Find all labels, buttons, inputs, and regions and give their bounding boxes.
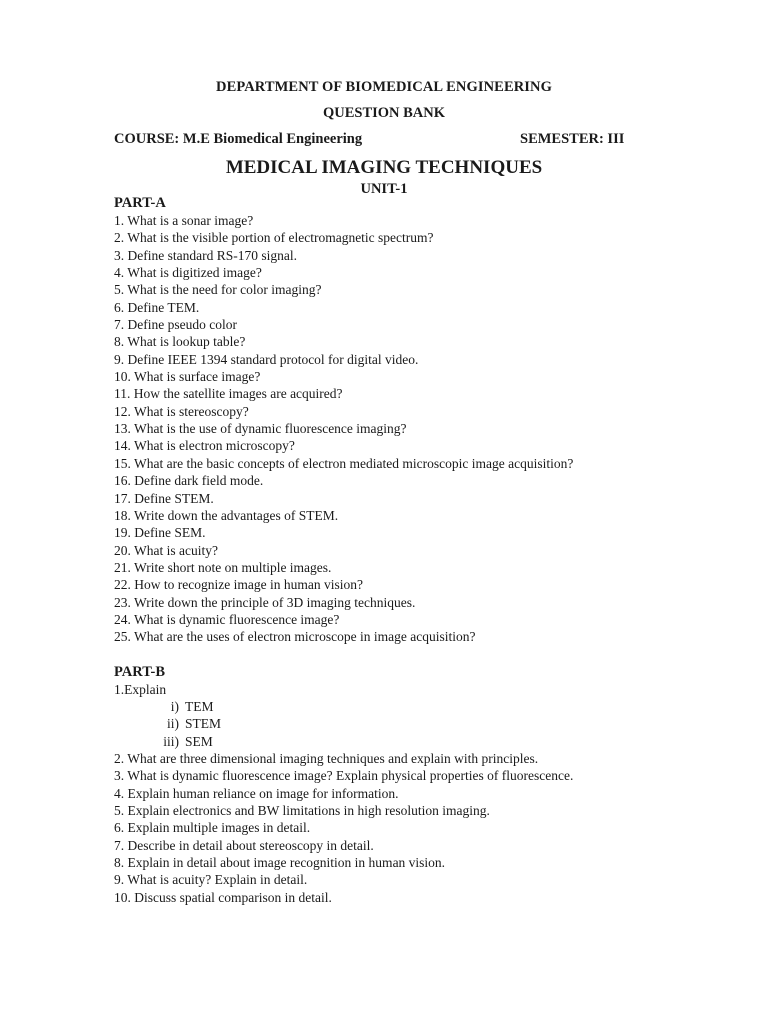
- question-item: 7. Describe in detail about stereoscopy in detail.: [114, 837, 374, 853]
- question-item: 10. Discuss spatial comparison in detail.: [114, 889, 332, 905]
- sub-question-text: TEM: [185, 699, 214, 714]
- doc-type-heading: QUESTION BANK: [322, 105, 446, 121]
- question-item: 4. Explain human reliance on image for information.: [114, 785, 399, 801]
- part-b-heading: PART-B: [114, 664, 166, 680]
- sub-question-item: [157, 715, 221, 732]
- sub-question-number: i): [170, 699, 179, 714]
- question-item: 20. What is acuity?: [114, 542, 218, 558]
- question-item: 3. Define standard RS-170 signal.: [114, 247, 297, 263]
- question-item: 25. What are the uses of electron microscope in image acquisition?: [114, 629, 476, 645]
- part-a-heading: PART-A: [114, 195, 166, 211]
- sub-question-item: [157, 698, 221, 715]
- question-item: 9. What is acuity? Explain in detail.: [114, 872, 308, 888]
- question-item: 15. What are the basic concepts of electron mediated microscopic image acquisition?: [114, 455, 574, 471]
- question-item: 4. What is digitized image?: [114, 265, 262, 281]
- question-item: 21. Write short note on multiple images.: [114, 559, 332, 575]
- question-item: 6. Explain multiple images in detail.: [114, 820, 311, 836]
- part-a-question-list: [114, 212, 573, 646]
- question-item: 16. Define dark field mode.: [114, 473, 264, 489]
- question-item: 1. What is a sonar image?: [114, 213, 254, 228]
- course-row: [114, 131, 630, 148]
- question-item: 3. What is dynamic fluorescence image? Explain physical properties of fluorescence.: [114, 768, 574, 784]
- question-item: 7. Define pseudo color: [114, 317, 237, 333]
- question-item: 5. What is the need for color imaging?: [114, 282, 322, 298]
- question-item: 10. What is surface image?: [114, 369, 261, 385]
- question-item: 17. Define STEM.: [114, 490, 214, 506]
- sub-question-text: STEM: [185, 716, 222, 732]
- subject-title: MEDICAL IMAGING TECHNIQUES: [225, 157, 543, 178]
- unit-heading: UNIT-1: [360, 181, 408, 197]
- part-b-question-1: [114, 681, 166, 698]
- question-item: 8. Explain in detail about image recognition in human vision.: [114, 855, 446, 871]
- question-item: 14. What is electron microscopy?: [114, 438, 295, 454]
- sub-question-text: SEM: [185, 733, 213, 749]
- part-b-question-1-subitems: [157, 698, 221, 750]
- question-item: 9. Define IEEE 1394 standard protocol for digital video.: [114, 351, 419, 367]
- semester-label: SEMESTER: III: [520, 131, 625, 147]
- department-heading: DEPARTMENT OF BIOMEDICAL ENGINEERING: [216, 79, 552, 95]
- question-item: 8. What is lookup table?: [114, 334, 246, 350]
- part-b-question-list: [114, 750, 573, 906]
- question-item: 24. What is dynamic fluorescence image?: [114, 611, 340, 627]
- question-item: 19. Define SEM.: [114, 525, 206, 541]
- question-item: 13. What is the use of dynamic fluorescence imaging?: [114, 421, 407, 437]
- question-item: 23. Write down the principle of 3D imaging techniques.: [114, 594, 416, 610]
- question-item: 2. What is the visible portion of electromagnetic spectrum?: [114, 230, 434, 246]
- question-item: 6. Define TEM.: [114, 299, 200, 315]
- course-label: COURSE: M.E Biomedical Engineering: [114, 131, 363, 147]
- question-item: 5. Explain electronics and BW limitations in high resolution imaging.: [114, 803, 490, 819]
- question-item: 11. How the satellite images are acquired?: [114, 386, 343, 402]
- question-item: 12. What is stereoscopy?: [114, 403, 249, 419]
- sub-question-item: [157, 733, 221, 750]
- sub-question-number: iii): [163, 733, 179, 749]
- question-item: 18. Write down the advantages of STEM.: [114, 507, 339, 523]
- question-item: 22. How to recognize image in human vision?: [114, 577, 363, 593]
- question-item: 1.Explain: [114, 682, 167, 697]
- sub-question-number: ii): [167, 716, 179, 732]
- question-item: 2. What are three dimensional imaging techniques and explain with principles.: [114, 751, 539, 766]
